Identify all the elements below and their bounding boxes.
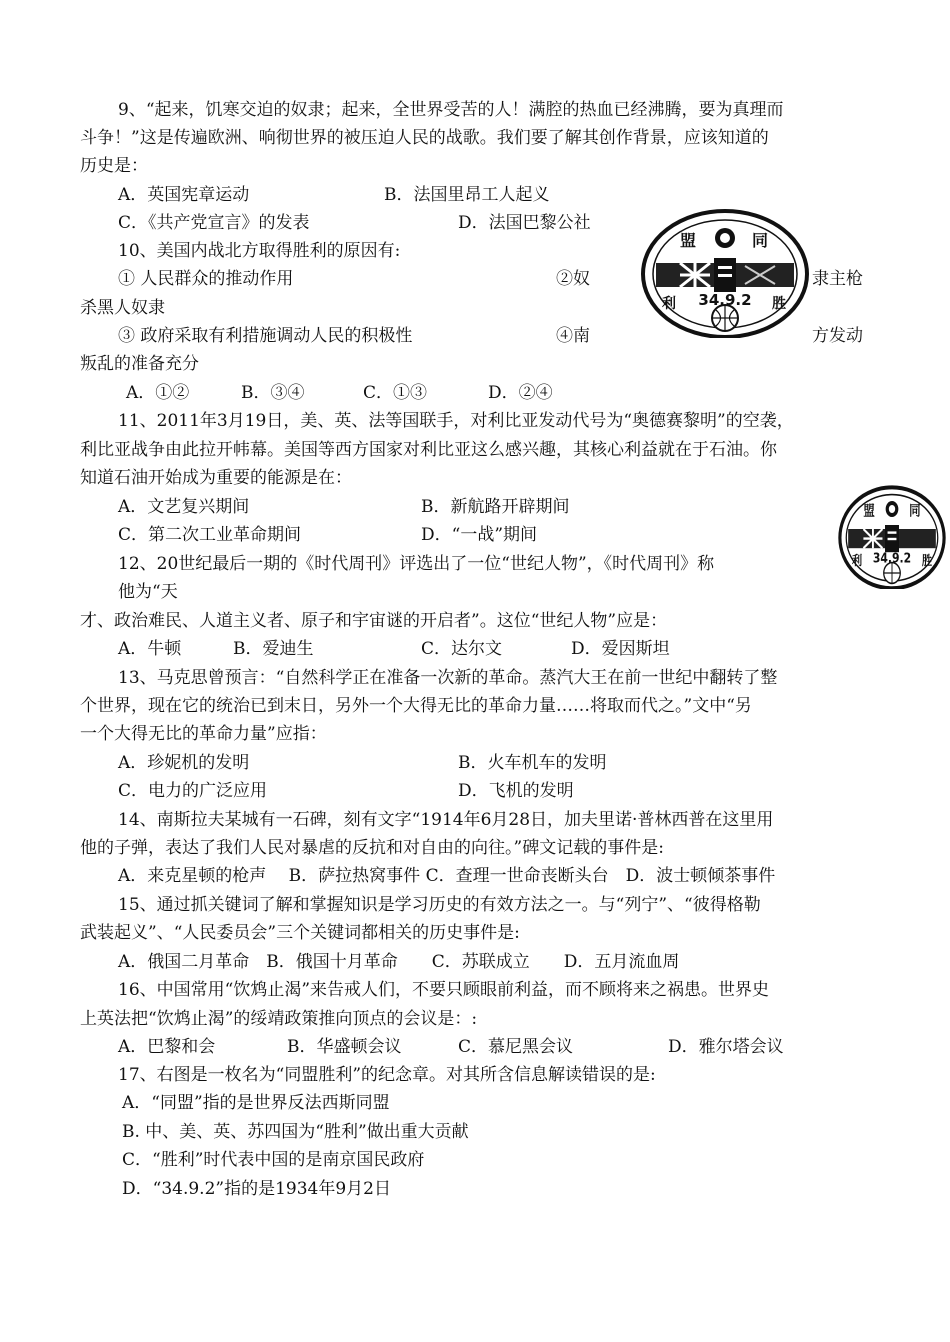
badge-small-char-bottom-left: 利: [851, 552, 863, 569]
q13-line1: 13、马克思曾预言：“自然科学正在准备一次新的革命。蒸汽大王在前一世纪中翻转了整: [118, 668, 778, 688]
q10-option-3: ③ 政府采取有利措施调动人民的积极性: [118, 326, 413, 346]
q11-line3: 知道石油开始成为重要的能源是在：: [80, 468, 352, 488]
q12-option-d: D．爱因斯坦: [571, 639, 670, 659]
badge-char-bottom-right: 胜: [772, 296, 786, 312]
q12-option-b: B．爱迪生: [233, 639, 314, 659]
q14-line2: 他的子弹，表达了我们人民对暴虐的反抗和对自由的向往。”碑文记载的事件是:: [80, 838, 664, 858]
q9-option-b: B．法国里昂工人起义: [384, 185, 550, 205]
q13-option-c: C．电力的广泛应用: [118, 781, 268, 801]
badge-small-char-top-right: 同: [909, 503, 921, 520]
q16-option-d: D．雅尔塔会议: [668, 1037, 784, 1057]
q13-option-a: A．珍妮机的发明: [118, 753, 250, 773]
q10-choice-d: D．②④: [488, 383, 553, 403]
q11-option-a: A．文艺复兴期间: [118, 497, 250, 517]
q13-option-d: D．飞机的发明: [458, 781, 574, 801]
q9-line3: 历史是：: [80, 156, 148, 176]
q10-option-4b: 方发动: [812, 326, 863, 346]
q14-options: A．来克星顿的枪声 B．萨拉热窝事件 C．查理一世命丧断头台 D．波士顿倾茶事件: [118, 866, 776, 886]
q15-line1: 15、通过抓关键词了解和掌握知识是学习历史的有效方法之一。与“列宁”、“彼得格勒: [118, 895, 761, 915]
q12-line1: 12、20世纪最后一期的《时代周刊》评选出了一位“世纪人物”，《时代周刊》称: [118, 554, 715, 574]
q10-option-2a: ②奴: [556, 269, 590, 289]
q11-option-b: B．新航路开辟期间: [421, 497, 570, 517]
q10-choice-a: A．①②: [126, 383, 190, 403]
q12-option-c: C．达尔文: [421, 639, 503, 659]
badge-char-top-left: 盟: [680, 231, 697, 250]
q10-option-4a: ④南: [556, 326, 590, 346]
q17-option-b: B. 中、美、英、苏四国为“胜利”做出重大贡献: [122, 1122, 469, 1142]
q13-line3: 一个大得无比的革命力量”应指：: [80, 724, 327, 744]
q16-option-a: A．巴黎和会: [118, 1037, 216, 1057]
q17-option-c: C．“胜利”时代表中国的是南京国民政府: [122, 1150, 425, 1170]
q10-option-4c: 叛乱的准备充分: [80, 354, 199, 374]
badge-small-char-bottom-right: 胜: [921, 552, 933, 569]
q16-option-b: B．华盛顿会议: [287, 1037, 402, 1057]
badge-char-top-right: 同: [752, 231, 769, 250]
q9-option-a: A．英国宪章运动: [118, 185, 250, 205]
q10-choice-b: B．③④: [241, 383, 305, 403]
q17-stem: 17、右图是一枚名为“同盟胜利”的纪念章。对其所含信息解读错误的是:: [118, 1065, 656, 1085]
q17-option-d: D．“34.9.2”指的是1934年9月2日: [122, 1179, 391, 1199]
q9-option-d: D．法国巴黎公社: [458, 213, 591, 233]
q17-option-a: A．“同盟”指的是世界反法西斯同盟: [122, 1093, 390, 1113]
commemorative-badge-image: [640, 208, 810, 338]
q12-line2: 他为“天: [118, 582, 178, 602]
q11-line1: 11、2011年3月19日，美、英、法等国联手，对利比亚发动代号为“奥德赛黎明”的空袭，: [118, 411, 794, 431]
commemorative-badge-image-small: [838, 485, 946, 589]
q13-line2: 个世界，现在它的统治已到末日，另外一个大得无比的革命力量……将取而代之。”文中“另: [80, 696, 752, 716]
q16-line1: 16、中国常用“饮鸩止渴”来告戒人们，不要只顾眼前利益，而不顾将来之祸患。世界史: [118, 980, 770, 1000]
q15-options: A．俄国二月革命 B．俄国十月革命 C．苏联成立 D．五月流血周: [118, 952, 680, 972]
q10-option-2c: 杀黑人奴隶: [80, 298, 165, 318]
q10-choice-c: C．①③: [363, 383, 428, 403]
q9-option-c: C．《共产党宣言》的发表: [118, 213, 310, 233]
q11-line2: 利比亚战争由此拉开帏幕。美国等西方国家对利比亚这么感兴趣，其核心利益就在于石油。你: [80, 440, 777, 460]
q14-line1: 14、南斯拉夫某城有一石碑，刻有文字“1914年6月28日，加夫里诺·普林西普在这里用: [118, 810, 774, 830]
q10-option-2b: 隶主枪: [812, 269, 863, 289]
badge-small-date: 34.9.2: [872, 550, 912, 566]
q15-line2: 武装起义”、“人民委员会”三个关键词都相关的历史事件是:: [80, 923, 520, 943]
q16-line2: 上英法把“饮鸩止渴”的绥靖政策推向顶点的会议是：:: [80, 1009, 478, 1029]
q12-line3: 才、政治难民、人道主义者、原子和宇宙谜的开启者”。这位“世纪人物”应是：: [80, 611, 668, 631]
q12-option-a: A．牛顿: [118, 639, 182, 659]
q11-option-d: D．“一战”期间: [421, 525, 538, 545]
q16-option-c: C．慕尼黑会议: [458, 1037, 574, 1057]
q10-stem: 10、美国内战北方取得胜利的原因有:: [118, 241, 401, 261]
badge-char-bottom-left: 利: [662, 296, 676, 312]
q9-line1: 9、“起来，饥寒交迫的奴隶；起来，全世界受苦的人！满腔的热血已经沸腾，要为真理而: [118, 100, 784, 120]
q10-option-1: ① 人民群众的推动作用: [118, 269, 294, 289]
badge-date: 34.9.2: [698, 291, 752, 309]
badge-small-char-top-left: 盟: [863, 503, 875, 520]
q11-option-c: C．第二次工业革命期间: [118, 525, 302, 545]
q13-option-b: B．火车机车的发明: [458, 753, 607, 773]
q9-line2: 斗争！”这是传遍欧洲、响彻世界的被压迫人民的战歌。我们要了解其创作背景，应该知道的: [80, 128, 769, 148]
